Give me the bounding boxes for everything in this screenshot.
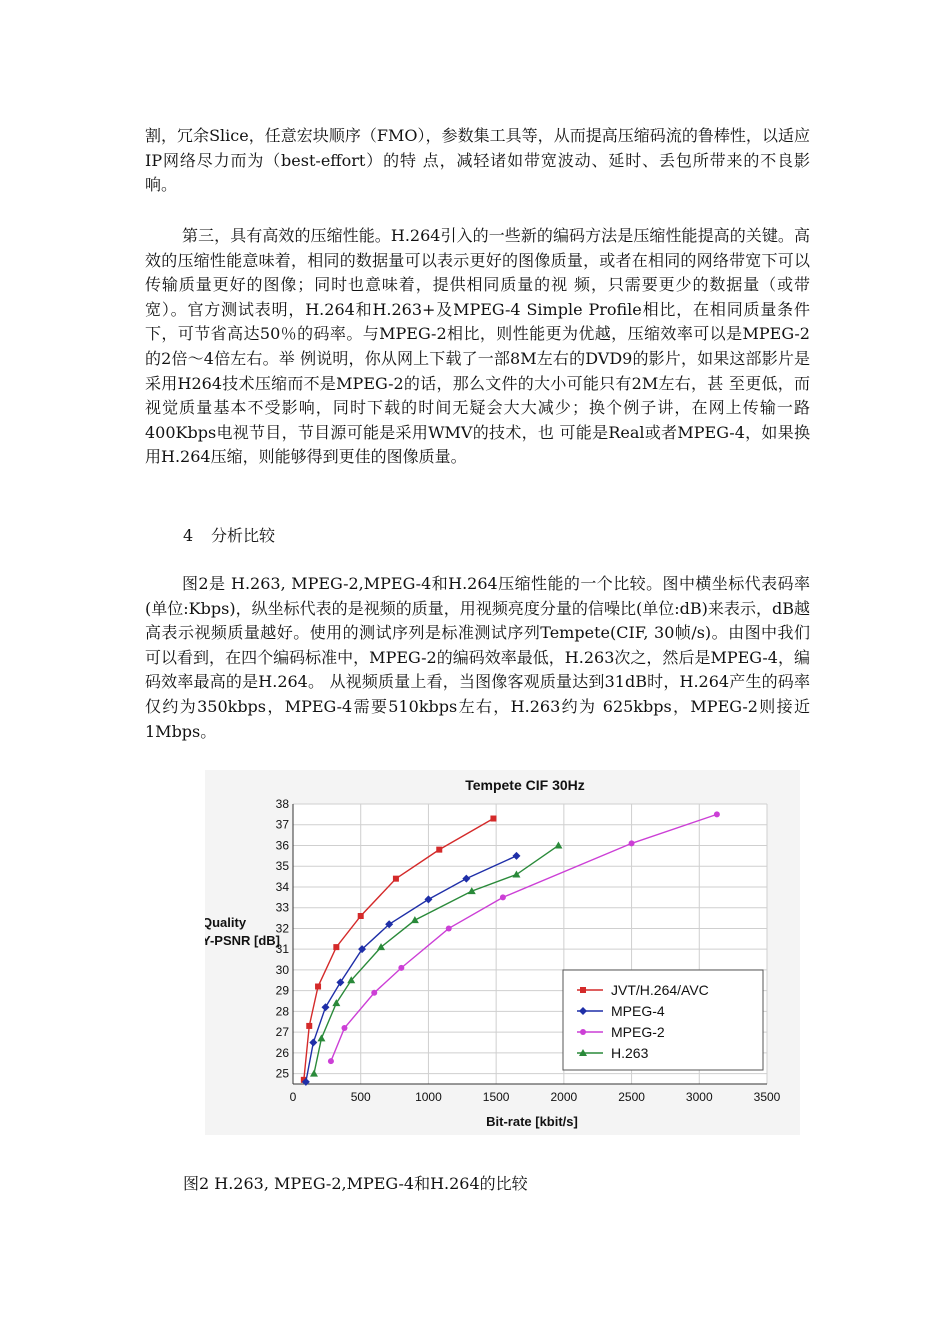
x-tick-label: 3500 (753, 1090, 781, 1104)
figure-chart (205, 770, 800, 1135)
data-point (580, 987, 586, 993)
y-tick-label: 30 (275, 962, 289, 977)
y-tick-label: 35 (275, 859, 289, 874)
data-point (629, 840, 635, 846)
legend-label: MPEG-2 (611, 1024, 665, 1040)
data-point (580, 1029, 586, 1035)
legend (563, 970, 763, 1070)
y-tick-label: 34 (275, 879, 289, 894)
y-tick-label: 29 (275, 983, 289, 998)
y-axis-label-line1: Quality (205, 915, 247, 930)
figure-caption: 图2 H.263, MPEG-2,MPEG-4和H.264的比较 (183, 1174, 528, 1193)
x-tick-label: 3000 (685, 1090, 713, 1104)
y-tick-label: 37 (275, 817, 289, 832)
rd-chart-svg (205, 770, 800, 1135)
x-tick-label: 500 (350, 1090, 371, 1104)
data-point (315, 984, 321, 990)
data-point (393, 876, 399, 882)
y-axis-label-line2: Y-PSNR [dB] (205, 933, 280, 948)
legend-label: MPEG-4 (611, 1003, 665, 1019)
data-point (398, 965, 404, 971)
data-point (333, 944, 339, 950)
y-tick-label: 32 (275, 921, 289, 936)
legend-label: H.263 (611, 1045, 649, 1061)
data-point (371, 990, 377, 996)
section-title: 分析比较 (211, 526, 276, 545)
y-tick-label: 28 (275, 1004, 289, 1019)
data-point (436, 847, 442, 853)
data-point (714, 811, 720, 817)
paragraph-2: 第三，具有高效的压缩性能。H.264引入的一些新的编码方法是压缩性能提高的关键。高效的压缩性能意味着，相同的数据量可以表示更好的图像质量，或者在相同的网络带宽下可以传输质量更好的图像；同时也意味着，提供相同质量的视 频，只需要更少的数据量（或带宽）。官方测试表明，H.264和H.263+及MPEG-4 Simple Profile相比，在相同质量条件下，可节省高达50％的码率。与MPEG-2相比，则性能更为优越，压缩效率可以是MPEG-2的2倍～4倍左右。举 例说明，你从网上下载了一部8M左右的DVD9的影片，如果这部影片是采用H264技术压缩而不是MPEG-2的话，那么文件的大小可能只有2M左右，甚 至更低，而视觉质量基本不受影响，同时下载的时间无疑会大大减少；换个例子讲，在网上传输一路400Kbps电视节目，节目源可能是采用WMV的技术，也 可能是Real或者MPEG-4，如果换用H.264压缩，则能够得到更佳的图像质量。 (145, 226, 810, 467)
data-point (306, 1023, 312, 1029)
data-point (490, 816, 496, 822)
y-tick-label: 33 (275, 900, 289, 915)
x-tick-label: 2500 (618, 1090, 645, 1104)
data-point (500, 894, 506, 900)
data-point (358, 913, 364, 919)
chart-title: Tempete CIF 30Hz (465, 777, 585, 793)
y-tick-label: 38 (275, 797, 289, 811)
x-tick-label: 1000 (415, 1090, 442, 1104)
x-tick-label: 0 (289, 1090, 297, 1104)
x-tick-label: 2000 (550, 1090, 578, 1104)
x-axis-label: Bit-rate [kbit/s] (486, 1114, 578, 1129)
legend-label: JVT/H.264/AVC (611, 982, 709, 998)
y-tick-label: 27 (275, 1025, 289, 1040)
paragraph-1: 割，冗余Slice，任意宏块顺序（FMO），参数集工具等，从而提高压缩码流的鲁棒性，以适应IP网络尽力而为（best-effort）的特 点，减轻诸如带宽波动、延时、丢包所带来的不良影响。 (145, 126, 810, 195)
data-point (341, 1025, 347, 1031)
section-number: 4 (183, 526, 194, 545)
section-heading (183, 523, 275, 546)
x-tick-label: 1500 (482, 1090, 510, 1104)
y-tick-label: 36 (275, 838, 289, 853)
paragraph-3: 图2是 H.263, MPEG-2,MPEG-4和H.264压缩性能的一个比较。图中横坐标代表码率(单位:Kbps)，纵坐标代表的是视频的质量，用视频亮度分量的信噪比(单位:dB)来表示，dB越高表示视频质量越好。使用的测试序列是标准测试序列Tempete(CIF, 30帧/s)。由图中我们可以看到，在四个编码标准中，MPEG-2的编码效率最低，H.263次之，然后是MPEG-4，编码效率最高的是H.264。 从视频质量上看，当图像客观质量达到31dB时，H.264产生的码率仅约为350kbps，MPEG-4需要510kbps左右，H.263约为 625kbps，MPEG-2则接近1Mbps。 (145, 574, 810, 741)
data-point (328, 1058, 334, 1064)
y-tick-label: 26 (275, 1045, 289, 1060)
y-tick-label: 31 (275, 942, 289, 957)
data-point (446, 925, 452, 931)
y-tick-label: 25 (275, 1066, 289, 1081)
